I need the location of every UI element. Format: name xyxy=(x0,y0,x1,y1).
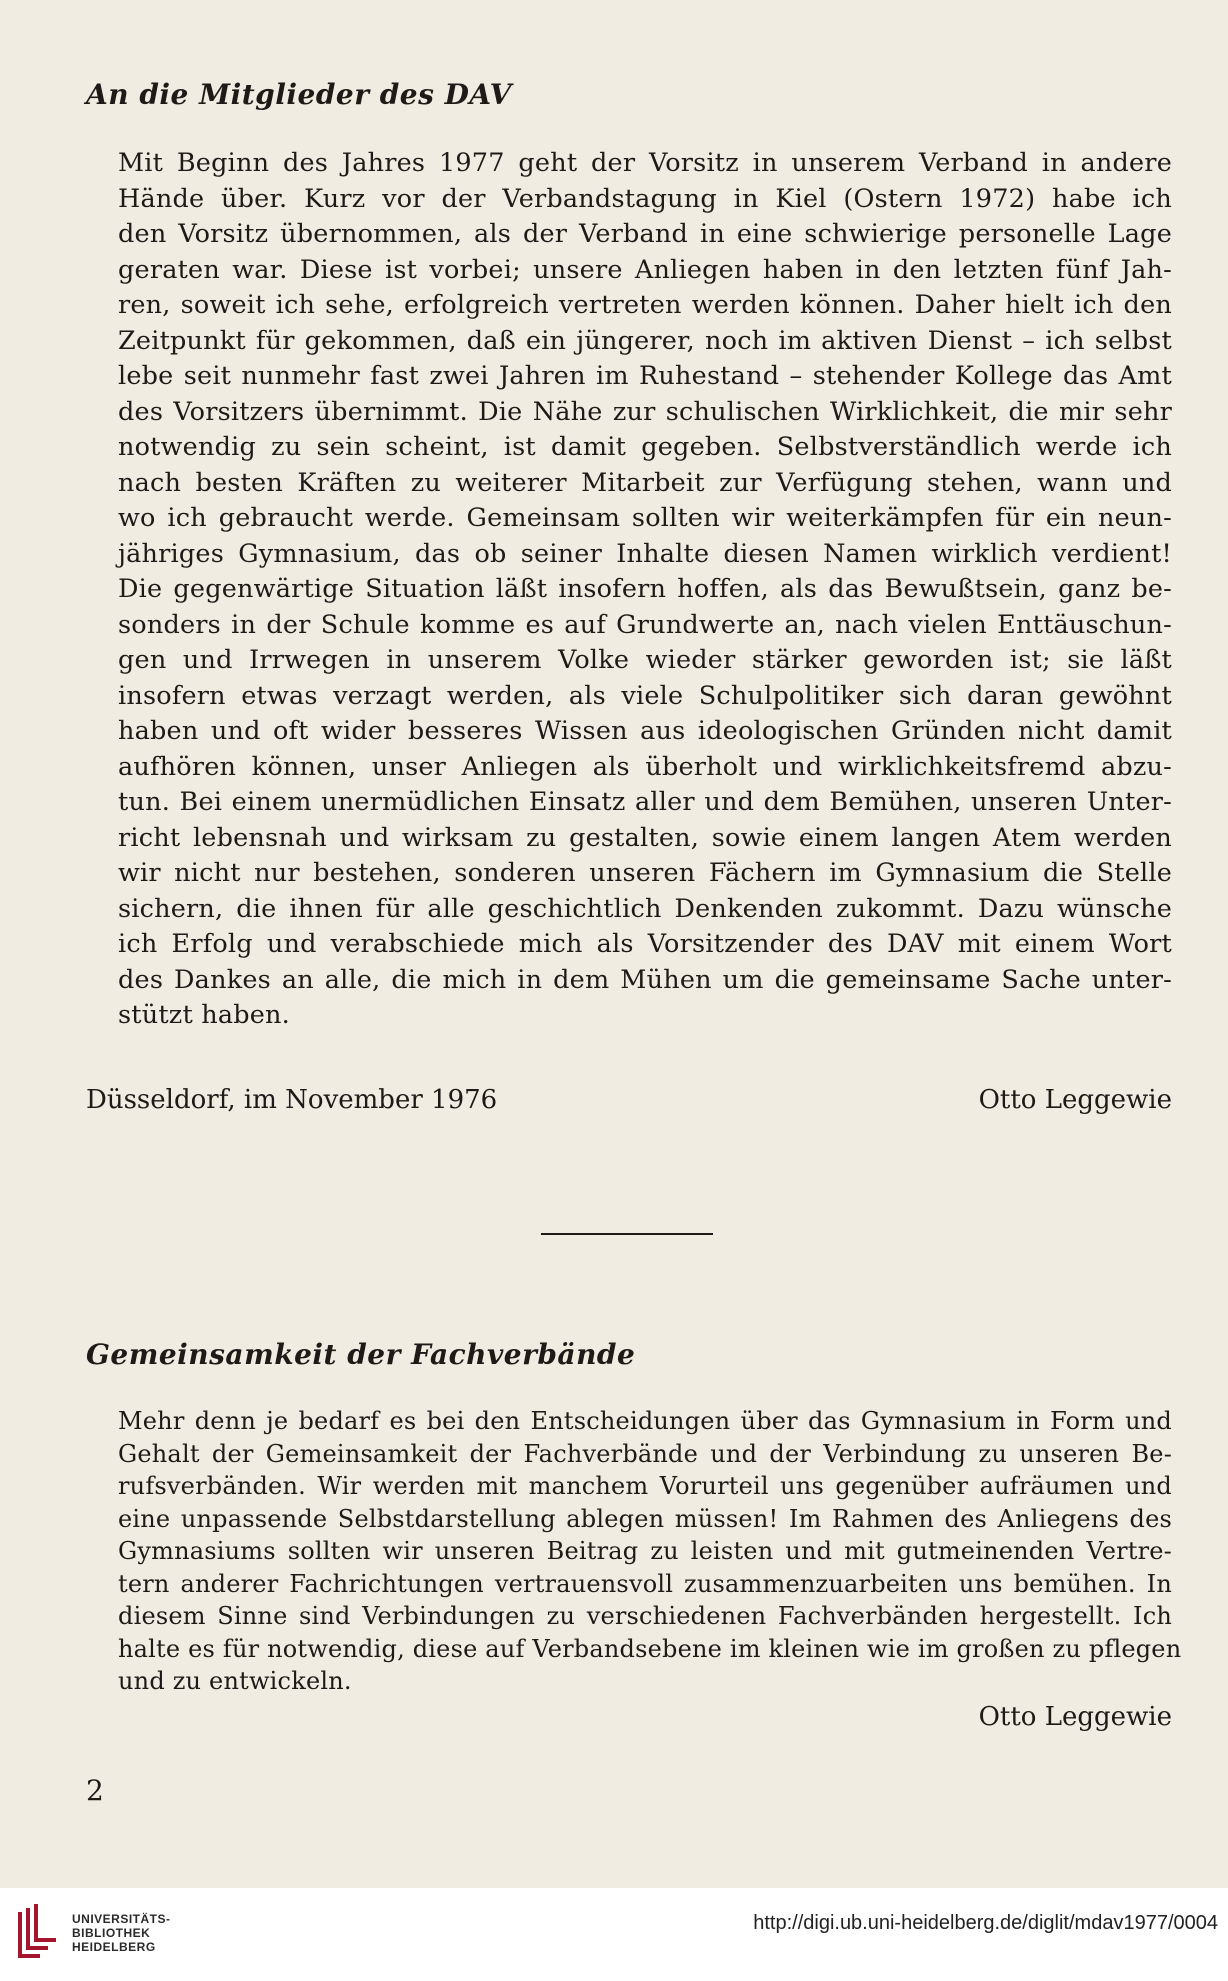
text-line: Mehr denn je bedarf es bei den Entscheidungen über das Gymnasium in Form und xyxy=(118,1407,1172,1435)
library-name xyxy=(72,1912,171,1954)
text-line: Die gegenwärtige Situation läßt insofern hoffen, als das Bewußtsein, ganz be- xyxy=(118,574,1172,604)
text-line: rufsverbänden. Wir werden mit manchem Vorurteil uns gegenüber aufräumen und xyxy=(118,1472,1172,1500)
text-line: diesem Sinne sind Verbindungen zu verschiedenen Fachverbänden hergestellt. Ich xyxy=(118,1602,1172,1630)
signature-line xyxy=(86,1085,1172,1115)
signature: Otto Leggewie xyxy=(978,1702,1172,1732)
text-line: wir nicht nur bestehen, sonderen unseren Fächern im Gymnasium die Stelle xyxy=(118,858,1172,888)
text-line: Gymnasiums sollten wir unseren Beitrag zu leisten und mit gutmeinenden Vertre- xyxy=(118,1537,1172,1565)
text-line: Hände über. Kurz vor der Verbandstagung in Kiel (Ostern 1972) habe ich xyxy=(118,183,1172,214)
text-line: den Vorsitz übernommen, als der Verband in eine schwierige personelle Lage xyxy=(118,219,1172,249)
text-line: und zu entwickeln. xyxy=(118,1667,352,1695)
text-line: gen und Irrwegen in unserem Volke wieder stärker geworden ist; sie läßt xyxy=(118,645,1172,675)
text-line: sonders in der Schule komme es auf Grundwerte an, nach vielen Enttäuschun- xyxy=(118,609,1172,640)
text-line: jähriges Gymnasium, das ob seiner Inhalte diesen Namen wirklich verdient! xyxy=(118,538,1172,569)
library-name-line: HEIDELBERG xyxy=(72,1940,156,1954)
text-line: Mit Beginn des Jahres 1977 geht der Vorsitz in unserem Verband in andere xyxy=(118,148,1172,178)
text-line: richt lebensnah und wirksam zu gestalten, sowie einem langen Atem werden xyxy=(118,822,1172,853)
text-line: Zeitpunkt für gekommen, daß ein jüngerer, noch im aktiven Dienst – ich selbst xyxy=(118,325,1172,356)
text-line: aufhören können, unser Anliegen als überholt und wirklichkeitsfremd abzu- xyxy=(118,751,1172,782)
section-divider xyxy=(541,1233,713,1235)
permalink-url[interactable]: http://digi.ub.uni-heidelberg.de/diglit/mdav1977/0004 xyxy=(753,1912,1218,1934)
library-name-line: BIBLIOTHEK xyxy=(72,1926,151,1940)
ub-heidelberg-logo-icon[interactable] xyxy=(12,1904,62,1964)
text-line: sichern, die ihnen für alle geschichtlich Denkenden zukommt. Dazu wünsche xyxy=(118,893,1172,924)
text-line: geraten war. Diese ist vorbei; unsere Anliegen haben in den letzten fünf Jah- xyxy=(118,254,1172,285)
section-heading-dav-members: An die Mitglieder des DAV xyxy=(86,78,512,111)
letter-paragraph xyxy=(86,146,1172,1034)
page-number: 2 xyxy=(86,1774,104,1807)
signature: Otto Leggewie xyxy=(978,1085,1172,1115)
digitization-footer xyxy=(0,1888,1228,1981)
text-line: wo ich gebraucht werde. Gemeinsam sollten wir weiterkämpfen für ein neun- xyxy=(118,503,1172,533)
text-line: halte es für notwendig, diese auf Verbandsebene im kleinen wie im großen zu pflegen xyxy=(118,1634,1182,1663)
article-paragraph xyxy=(86,1405,1182,1698)
text-line: ren, soweit ich sehe, erfolgreich vertreten werden können. Daher hielt ich den xyxy=(118,290,1172,320)
text-line: haben und oft wider besseres Wissen aus ideologischen Gründen nicht damit xyxy=(118,716,1172,746)
text-line: nach besten Kräften zu weiterer Mitarbeit zur Verfügung stehen, wann und xyxy=(118,467,1172,498)
text-line: des Dankes an alle, die mich in dem Mühen um die gemeinsame Sache unter- xyxy=(118,964,1172,995)
text-line: Gehalt der Gemeinsamkeit der Fachverbände und der Verbindung zu unseren Be- xyxy=(118,1439,1172,1468)
library-name-line: UNIVERSITÄTS- xyxy=(72,1912,171,1926)
text-line: stützt haben. xyxy=(118,1000,290,1030)
text-line: lebe seit nunmehr fast zwei Jahren im Ruhestand – stehender Kollege das Amt xyxy=(118,361,1172,391)
place-date: Düsseldorf, im November 1976 xyxy=(86,1085,498,1115)
text-line: tun. Bei einem unermüdlichen Einsatz aller und dem Bemühen, unseren Unter- xyxy=(118,787,1172,817)
text-line: insofern etwas verzagt werden, als viele Schulpolitiker sich daran gewöhnt xyxy=(118,680,1172,711)
text-line: tern anderer Fachrichtungen vertrauensvoll zusammenzuarbeiten uns bemühen. In xyxy=(118,1569,1172,1598)
text-line: ich Erfolg und verabschiede mich als Vorsitzender des DAV mit einem Wort xyxy=(118,929,1172,959)
text-line: eine unpassende Selbstdarstellung ablegen müssen! Im Rahmen des Anliegens des xyxy=(118,1504,1172,1533)
section-heading-fachverbaende: Gemeinsamkeit der Fachverbände xyxy=(86,1338,636,1371)
text-line: des Vorsitzers übernimmt. Die Nähe zur schulischen Wirklichkeit, die mir sehr xyxy=(118,396,1172,427)
text-line: notwendig zu sein scheint, ist damit gegeben. Selbstverständlich werde ich xyxy=(118,432,1172,462)
